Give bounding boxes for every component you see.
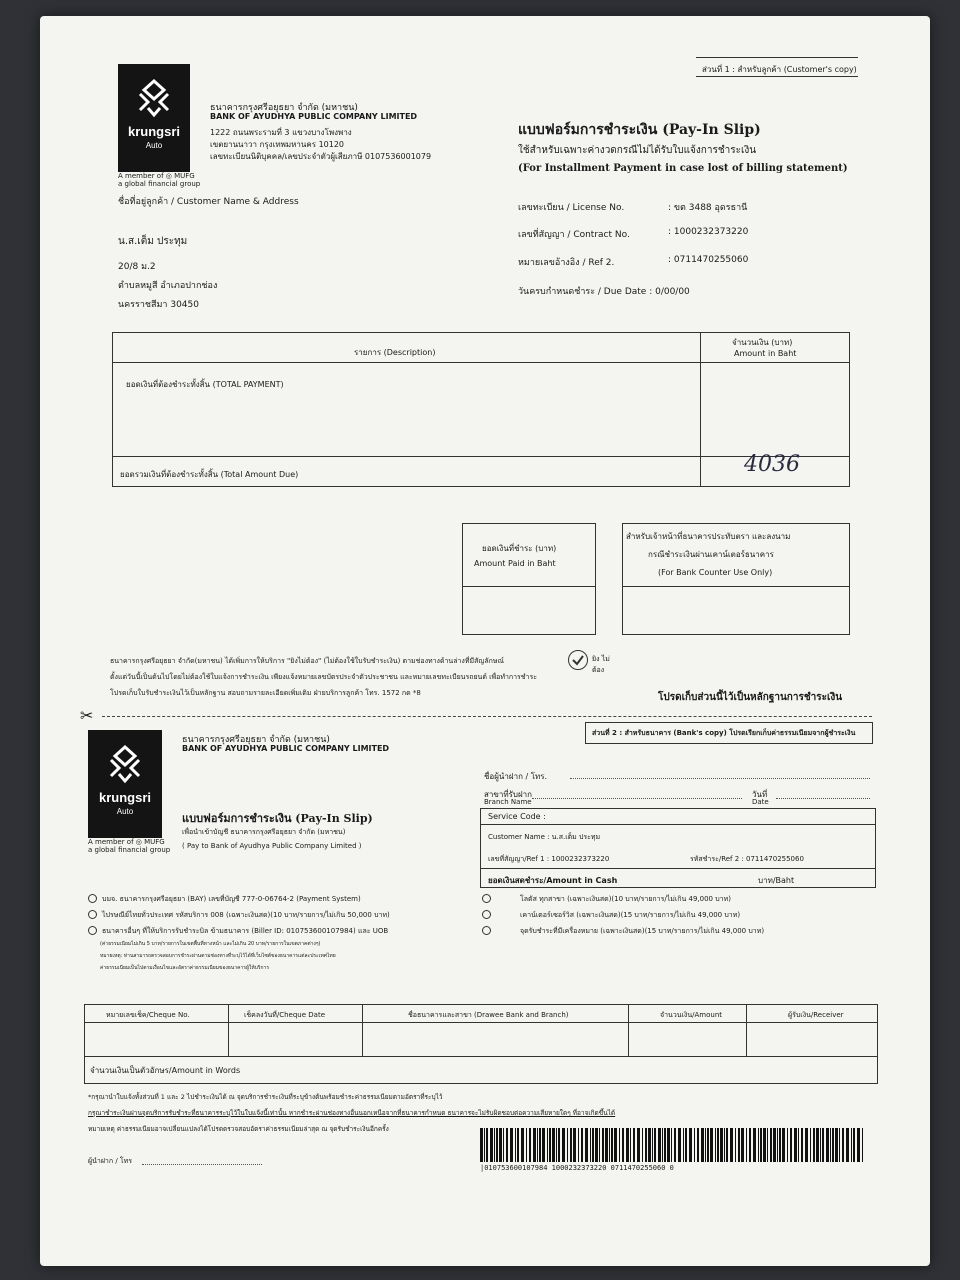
cut-line	[102, 716, 872, 717]
krungsri-emblem-icon	[134, 78, 174, 118]
customer-address-1: 20/8 ม.2	[118, 262, 156, 272]
channel-post-radio[interactable]	[88, 910, 97, 919]
no-slip-badge: ยิง ไม่ต้อง	[592, 655, 610, 674]
channel-note-3: ค่าธรรมเนียมเป็นไปตามเงื่อนไขและอัตราค่าธรรมเนียมของธนาคารผู้ให้บริการ	[100, 965, 270, 971]
bank-name-en: BANK OF AYUDHYA PUBLIC COMPANY LIMITED	[210, 112, 418, 121]
customer-address-3: นครราชสีมา 30450	[118, 300, 199, 310]
footer-note-1: *กรุณานำใบแจ้งทั้งส่วนที่ 1 และ 2 ไปชำระเงินได้ ณ จุดบริการชำระเงินที่ระบุข้างต้นพร้อมชำระค่าธรรมเนียมตามอัตราที่ระบุไว้	[88, 1093, 443, 1101]
payer-input-line[interactable]	[570, 778, 870, 779]
amount-header-th: จำนวนเงิน (บาท)	[732, 338, 793, 347]
no-slip-check-icon	[568, 650, 588, 670]
total-due-row: ยอดรวมเงินที่ต้องชำระทั้งสิ้น (Total Amount Due)	[120, 470, 299, 479]
bank-name-th-2: ธนาคารกรุงศรีอยุธยา จำกัด (มหาชน)	[182, 735, 330, 745]
branch-label: สาขาที่รับฝาก	[484, 790, 533, 799]
logo-member2-2: a global financial group	[88, 846, 171, 854]
logo-member2: a global financial group	[118, 180, 201, 188]
channel-note-1: (ค่าธรรมเนียมไม่เกิน 5 บาท/รายการในเขตพื้นที่ทางหน้า และไม่เกิน 20 บาท/รายการในเขตภาคต่างๆ)	[100, 941, 321, 947]
channel-lotus: โลตัส ทุกสาขา (เฉพาะเงินสด)(10 บาท/รายการ/ไม่เกิน 49,000 บาท)	[520, 895, 731, 903]
payer-label: ชื่อผู้นำฝาก / โทร.	[484, 772, 548, 781]
footer-payer-line[interactable]	[142, 1164, 262, 1165]
customer-name-2: Customer Name : น.ส.เต็ม ประทุม	[488, 833, 601, 841]
branch-label-en: Branch Name	[484, 798, 532, 806]
krungsri-logo	[118, 64, 190, 172]
scissors-icon: ✂	[80, 706, 94, 725]
form-subtitle-th: ใช้สำหรับเฉพาะค่างวดกรณีไม่ได้รับใบแจ้งการชำระเงิน	[518, 145, 757, 156]
customer-address-2: ตำบลหมูสี อำเภอปากช่อง	[118, 281, 218, 291]
form-subtitle-en: (For Installment Payment in case lost of billing statement)	[518, 163, 848, 174]
channel-lotus-radio[interactable]	[482, 894, 491, 903]
license-label: เลขทะเบียน / License No.	[518, 203, 625, 213]
channel-post: ไปรษณีย์ไทยทั่วประเทศ รหัสบริการ 008 (เฉพาะเงินสด)(10 บาท/รายการ/ไม่เกิน 50,000 บาท)	[102, 911, 390, 919]
channel-bay: บมจ. ธนาคารกรุงศรีอยุธยา (BAY) เลขที่บัญชี 777-0-06764-2 (Payment System)	[102, 895, 361, 903]
amount-paid-en: Amount Paid in Baht	[474, 559, 556, 568]
due-date: วันครบกำหนดชำระ / Due Date : 0/00/00	[518, 287, 690, 297]
ref1-2: เลขที่สัญญา/Ref 1 : 1000232373220	[488, 855, 610, 863]
part2-sub-th: เพื่อนำเข้าบัญชี ธนาคารกรุงศรีอยุธยา จำกัด (มหาชน)	[182, 828, 346, 836]
customer-copy-label: ส่วนที่ 1 : สำหรับลูกค้า (Customer's copy)	[702, 65, 857, 74]
krungsri-logo-2	[88, 730, 162, 838]
notice-line-3: โปรดเก็บใบรับชำระเงินไว้เป็นหลักฐาน สอบถามรายละเอียดเพิ่มเติม ฝ่ายบริการลูกค้า โทร. 1572 กด *8	[110, 689, 421, 697]
channel-service-point: จุดรับชำระที่มีเครื่องหมาย (เฉพาะเงินสด)(15 บาท/รายการ/ไม่เกิน 49,000 บาท)	[520, 927, 765, 935]
license-value: : ขต 3488 อุดรธานี	[668, 203, 748, 213]
logo-sub: Auto	[145, 141, 163, 150]
logo-member-2: A member of ◎ MUFG	[88, 838, 165, 846]
customer-label: ชื่อที่อยู่ลูกค้า / Customer Name & Address	[118, 197, 299, 207]
channel-other-bank: ธนาคารอื่นๆ ที่ให้บริการรับชำระบิล ข้ามธนาคาร (Biller ID: 010753600107984) และ UOB	[102, 927, 389, 935]
cheque-receiver-header: ผู้รับเงิน/Receiver	[788, 1011, 844, 1019]
handwritten-amount: 4036	[744, 452, 800, 477]
footer-payer: ผู้นำฝาก / โทร	[88, 1157, 133, 1165]
bank-name-th: ธนาคารกรุงศรีอยุธยา จำกัด (มหาชน)	[210, 103, 358, 113]
part2-sub-en: ( Pay to Bank of Ayudhya Public Company Limited )	[182, 842, 362, 850]
bank-counter-en: (For Bank Counter Use Only)	[658, 568, 773, 577]
logo-brand: krungsri	[127, 124, 180, 139]
contract-label: เลขที่สัญญา / Contract No.	[518, 230, 630, 240]
cheque-amount-header: จำนวนเงิน/Amount	[660, 1011, 722, 1019]
amount-cash: ยอดเงินสดชำระ/Amount in Cash	[488, 876, 618, 885]
channel-counter-service-radio[interactable]	[482, 910, 491, 919]
cheque-bank-header: ชื่อธนาคารและสาขา (Drawee Bank and Branch)	[408, 1011, 569, 1019]
channel-bay-radio[interactable]	[88, 894, 97, 903]
notice-line-1: ธนาคารกรุงศรีอยุธยา จำกัด(มหาชน) ได้เพิ่มการให้บริการ "ยิงไม่ต้อง" (ไม่ต้องใช้ใบรับชำระเงิน) ตามช่องทางด้านล่างที่มีสัญลักษณ์	[110, 657, 504, 665]
barcode-text: |010753600107984 1000232373220 0711470255060 0	[480, 1164, 674, 1172]
bank-counter-th1: สำหรับเจ้าหน้าที่ธนาคารประทับตรา และลงนาม	[626, 532, 791, 541]
date-label: วันที่	[752, 790, 768, 799]
total-payment-row: ยอดเงินที่ต้องชำระทั้งสิ้น (TOTAL PAYMENT)	[126, 380, 284, 389]
form-title: แบบฟอร์มการชำระเงิน (Pay-In Slip)	[518, 122, 761, 138]
bank-address-2: เขตยานนาวา กรุงเทพมหานคร 10120	[210, 140, 345, 149]
bank-name-en-2: BANK OF AYUDHYA PUBLIC COMPANY LIMITED	[182, 744, 390, 753]
amount-paid-th: ยอดเงินที่ชำระ (บาท)	[482, 544, 557, 553]
footer-note-2: กรุณาชำระเงินผ่านจุดบริการรับชำระที่ธนาคารระบุไว้ในใบแจ้งนี้เท่านั้น หากชำระผ่านช่องทางอื่นนอกเหนือจากที่ธนาคารกำหนด ธนาคารจะไม่รับผิดชอบต่อความเสียหายใดๆ ที่อาจเกิดขึ้นได้	[88, 1109, 616, 1117]
logo-member: A member of ◎ MUFG	[118, 172, 195, 180]
part2-title: แบบฟอร์มการชำระเงิน (Pay-In Slip)	[182, 812, 373, 825]
notice-line-2: ตั้งแต่วันนี้เป็นต้นไปโดยไม่ต้องใช้ใบแจ้งการชำระเงิน เพียงแจ้งหมายเลขบัตรประจำตัวประชาชน และหมายเลขทะเบียนรถยนต์ เพื่อทำการชำระ	[110, 673, 537, 681]
service-code: Service Code :	[488, 812, 546, 821]
channel-other-bank-radio[interactable]	[88, 926, 97, 935]
bank-copy-label: ส่วนที่ 2 : สำหรับธนาคาร (Bank's copy) โปรดเรียกเก็บค่าธรรมเนียมจากผู้ชำระเงิน	[592, 729, 856, 737]
channel-service-point-radio[interactable]	[482, 926, 491, 935]
date-label-en: Date	[752, 798, 769, 806]
cheque-no-header: หมายเลขเช็ค/Cheque No.	[106, 1011, 190, 1019]
keep-as-evidence: โปรดเก็บส่วนนี้ไว้เป็นหลักฐานการชำระเงิน	[658, 692, 843, 703]
amount-paid-box	[462, 523, 596, 635]
contract-value: : 1000232373220	[668, 227, 749, 237]
amount-in-words-label: จำนวนเงินเป็นตัวอักษร/Amount in Words	[90, 1066, 241, 1075]
krungsri-emblem-icon-2	[105, 744, 145, 784]
channel-note-2: หมายเหตุ: ท่านสามารถตรวจสอบการชำระผ่านตามช่องทางที่ระบุไว้ได้ที่เว็บไซต์ของธนาคารแต่ละประเทศไทย	[100, 953, 336, 959]
amount-header-en: Amount in Baht	[734, 349, 797, 358]
description-header: รายการ (Description)	[354, 348, 436, 357]
footer-note-3: หมายเหตุ ค่าธรรมเนียมอาจเปลี่ยนแปลงได้โปรดตรวจสอบอัตราค่าธรรมเนียมล่าสุด ณ จุดรับชำระเงินอีกครั้ง	[88, 1125, 389, 1133]
ref2-label: หมายเลขอ้างอิง / Ref 2.	[518, 258, 615, 268]
bank-counter-th2: กรณีชำระเงินผ่านเคาน์เตอร์ธนาคาร	[648, 550, 774, 559]
channel-counter-service: เคาน์เตอร์เซอร์วิส (เฉพาะเงินสด)(15 บาท/รายการ/ไม่เกิน 49,000 บาท)	[520, 911, 741, 919]
logo-brand-2: krungsri	[98, 790, 151, 805]
customer-name: น.ส.เต็ม ประทุม	[118, 236, 188, 247]
bank-tax-id: เลขทะเบียนนิติบุคคล/เลขประจำตัวผู้เสียภาษี 0107536001079	[210, 152, 432, 161]
cheque-date-header: เช็คลงวันที่/Cheque Date	[244, 1011, 325, 1019]
baht-label: บาท/Baht	[758, 876, 795, 885]
bank-address-1: 1222 ถนนพระรามที่ 3 แขวงบางโพงพาง	[210, 128, 352, 137]
ref2-value: : 0711470255060	[668, 255, 749, 265]
ref2-2: รหัสชำระ/Ref 2 : 0711470255060	[690, 855, 804, 863]
branch-input-line[interactable]	[532, 798, 742, 799]
pay-in-slip-paper	[40, 16, 930, 1266]
date-input-line[interactable]	[776, 798, 870, 799]
payment-barcode	[480, 1128, 866, 1162]
logo-sub-2: Auto	[116, 807, 134, 816]
